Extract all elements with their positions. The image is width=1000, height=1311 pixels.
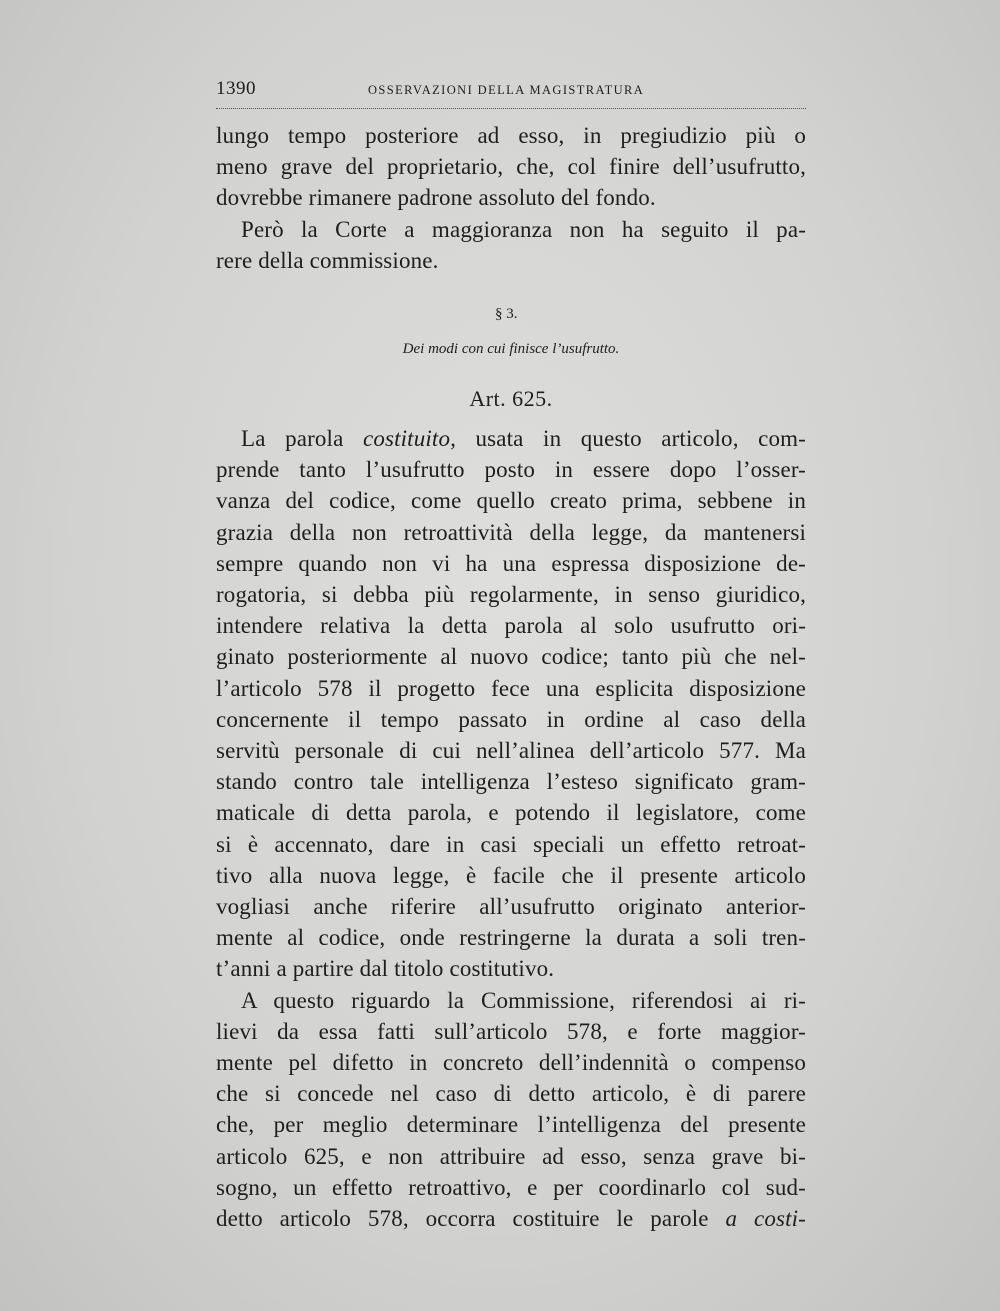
text-line: t’anni a partire dal titolo costitutivo. <box>216 956 555 982</box>
text-line: articolo 625, e non attribuire ad esso, senza grave bi- <box>216 1143 806 1169</box>
page-number: 1390 <box>216 78 256 99</box>
text-line <box>216 423 806 454</box>
text-line: si è accennato, dare in casi speciali un effetto retroat- <box>216 831 806 857</box>
text-line: grazia della non retroattività della legge, da mantenersi <box>216 519 806 545</box>
section-title: Dei modi con cui finisce l’usufrutto. <box>402 341 620 357</box>
text-line: che si concede nel caso di detto articolo, è di parere <box>216 1081 806 1107</box>
article-commentary <box>216 423 806 1234</box>
section-number: § 3. <box>495 306 518 322</box>
text-line: rogatoria, si debba più regolarmente, in senso giuridico, <box>216 582 806 608</box>
text-line: ginato posteriormente al nuovo codice; tanto più che nel- <box>216 644 806 670</box>
text-line: intendere relativa la detta parola al solo usufrutto ori- <box>216 613 806 639</box>
text-line: dovrebbe rimanere padrone assoluto del fondo. <box>216 185 656 211</box>
text-line: mente pel difetto in concreto dell’indennità o compenso <box>216 1050 806 1076</box>
text-line: sempre quando non vi ha una espressa disposizione de- <box>216 550 806 576</box>
text-line: l’articolo 578 il progetto fece una esplicita disposizione <box>216 675 806 701</box>
text-line: che, per meglio determinare l’intelligenza del presente <box>216 1112 806 1138</box>
text-line: mente al codice, onde restringerne la durata a soli tren- <box>216 925 806 951</box>
text-line: maticale di detta parola, e potendo il legislatore, come <box>216 800 806 826</box>
text-line: servitù personale di cui nell’alinea dell’articolo 577. Ma <box>216 738 806 764</box>
text-line: rere della commissione. <box>216 247 439 273</box>
text-line: Però la Corte a maggioranza non ha seguito il pa- <box>241 216 806 242</box>
italic-term: costituito, <box>362 426 456 451</box>
text-line: lievi da essa fatti sull’articolo 578, e forte maggior- <box>216 1018 806 1044</box>
text-line: concernente il tempo passato in ordine al caso della <box>216 706 806 732</box>
running-head <box>216 76 806 109</box>
text-line: tivo alla nuova legge, è facile che il presente articolo <box>216 862 806 888</box>
running-title: OSSERVAZIONI DELLA MAGISTRATURA <box>368 83 645 97</box>
text-line: lungo tempo posteriore ad esso, in pregiudizio più o <box>216 123 806 148</box>
text-line <box>216 1203 806 1234</box>
text-line: meno grave del proprietario, che, col finire dell’usufrutto, <box>216 154 806 180</box>
italic-term: a costi- <box>725 1206 806 1232</box>
text-line: sogno, un effetto retroattivo, e per coordinarlo col sud- <box>216 1174 806 1200</box>
text-line: A questo riguardo la Commissione, riferendosi ai ri- <box>241 987 806 1013</box>
text-line: prende tanto l’usufrutto posto in essere dopo l’osser- <box>216 457 806 483</box>
opening-text <box>216 120 806 276</box>
line-text: La parola <box>241 426 363 451</box>
text-line: vanza del codice, come quello creato prima, sebbene in <box>216 488 806 514</box>
text-line: vogliasi anche riferire all’usufrutto originato anterior- <box>216 894 806 920</box>
text-line: stando contro tale intelligenza l’esteso significato gram- <box>216 769 806 795</box>
article-heading: Art. 625. <box>469 386 553 411</box>
line-text: detto articolo 578, occorra costituire le parole <box>216 1206 726 1232</box>
line-text: usata in questo articolo, com- <box>456 426 806 451</box>
